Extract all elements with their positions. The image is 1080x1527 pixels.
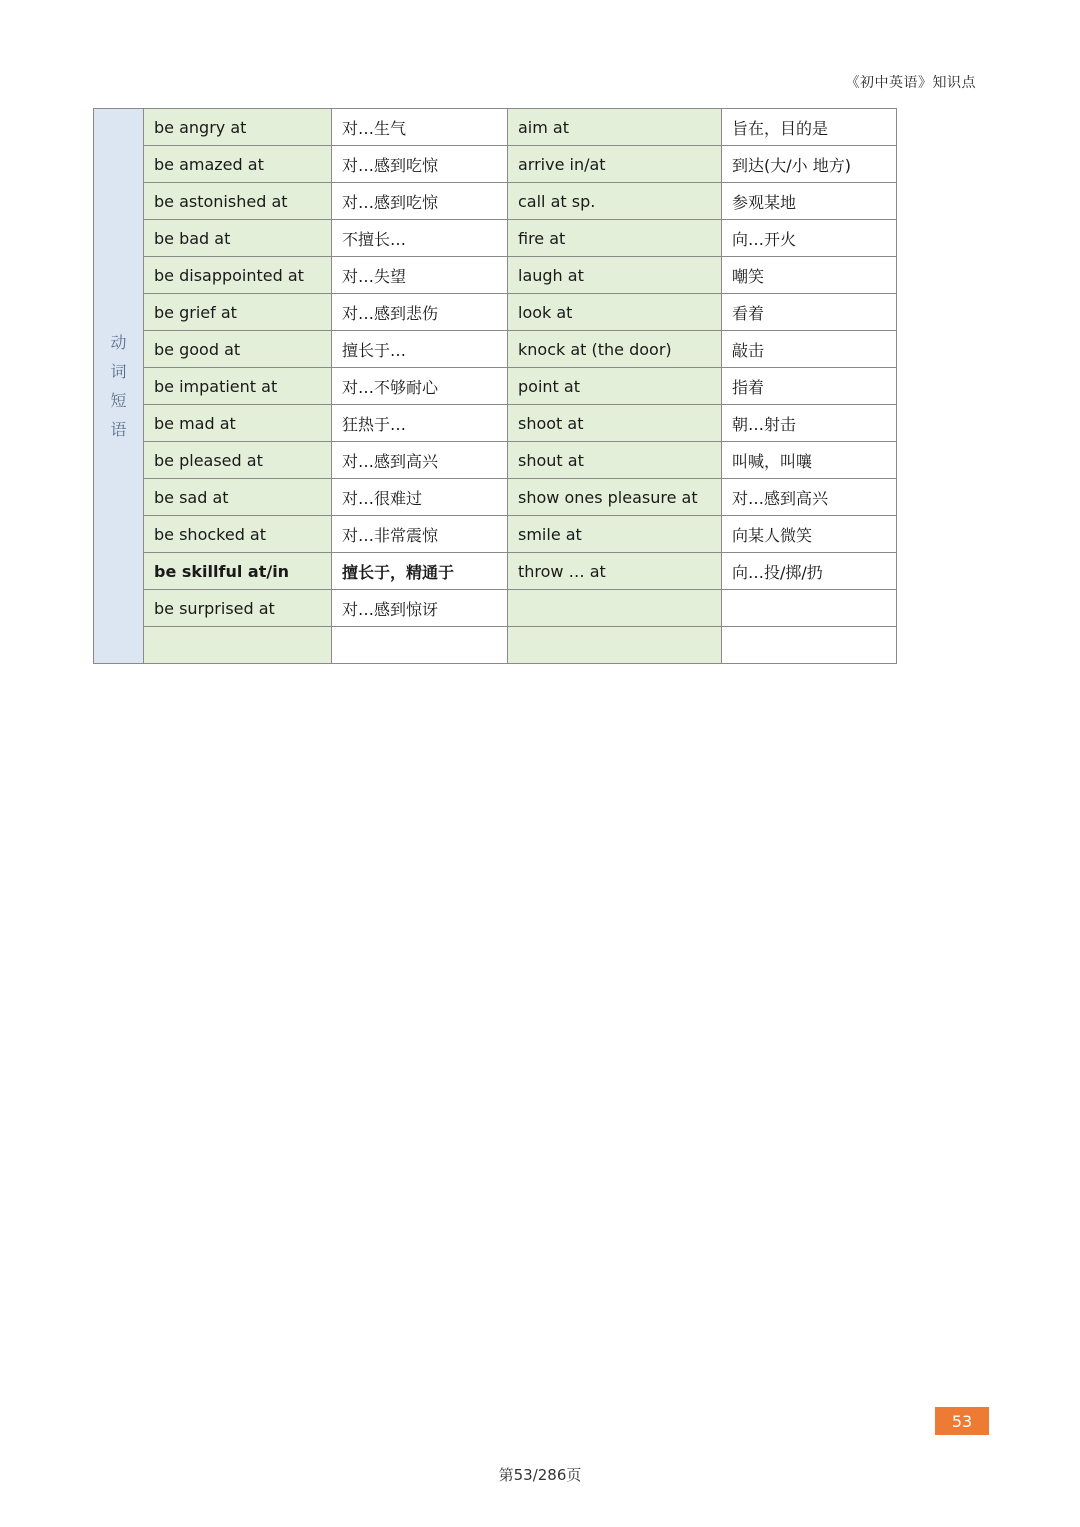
- phrase-en-col2: laugh at: [508, 257, 722, 294]
- meaning-zh-col1: 对…不够耐心: [332, 368, 508, 405]
- table-row: [94, 257, 897, 294]
- meaning-zh-col1: 对…感到吃惊: [332, 183, 508, 220]
- phrase-en-col1: be grief at: [144, 294, 332, 331]
- phrase-en-col2: look at: [508, 294, 722, 331]
- meaning-zh-col1: 对…感到悲伤: [332, 294, 508, 331]
- phrase-en-col1: be angry at: [144, 109, 332, 146]
- phrase-en-col2: point at: [508, 368, 722, 405]
- phrase-en-col1: be astonished at: [144, 183, 332, 220]
- meaning-zh-col1: 擅长于…: [332, 331, 508, 368]
- phrase-en-col1: be mad at: [144, 405, 332, 442]
- phrase-en-col1: be surprised at: [144, 590, 332, 627]
- meaning-zh-col2: 朝…射击: [722, 405, 897, 442]
- phrase-en-col1: be pleased at: [144, 442, 332, 479]
- table-row: [94, 109, 897, 146]
- table-row: [94, 442, 897, 479]
- table-row: [94, 553, 897, 590]
- table-row: [94, 368, 897, 405]
- meaning-zh-col2: 看着: [722, 294, 897, 331]
- meaning-zh-col2: 到达(大/小 地方): [722, 146, 897, 183]
- meaning-zh-col1: 对…感到惊讶: [332, 590, 508, 627]
- document-header-title: 《初中英语》知识点: [845, 75, 976, 91]
- meaning-zh-col1: 不擅长…: [332, 220, 508, 257]
- meaning-zh-col2: 叫喊，叫嚷: [722, 442, 897, 479]
- table-row: [94, 590, 897, 627]
- meaning-zh-col1: 对…非常震惊: [332, 516, 508, 553]
- meaning-zh-col2: 向…开火: [722, 220, 897, 257]
- table-row: [94, 405, 897, 442]
- phrase-en-col2: knock at (the door): [508, 331, 722, 368]
- phrase-en-col2: [508, 590, 722, 627]
- table-row: [94, 183, 897, 220]
- meaning-zh-col1: 对…生气: [332, 109, 508, 146]
- meaning-zh-col2: 敲击: [722, 331, 897, 368]
- phrase-en-col1: be good at: [144, 331, 332, 368]
- meaning-zh-col2: 向某人微笑: [722, 516, 897, 553]
- meaning-zh-col2: [722, 590, 897, 627]
- phrase-en-col2: arrive in/at: [508, 146, 722, 183]
- meaning-zh-col2: 对…感到高兴: [722, 479, 897, 516]
- phrase-en-col2: fire at: [508, 220, 722, 257]
- phrase-en-col1: be skillful at/in: [144, 553, 332, 590]
- phrase-en-col1: be shocked at: [144, 516, 332, 553]
- meaning-zh-col2: 向…投/掷/扔: [722, 553, 897, 590]
- footer-page-indicator: 第53/286页: [498, 1466, 582, 1484]
- meaning-zh-col2: 指着: [722, 368, 897, 405]
- table-row: [94, 627, 897, 664]
- phrase-en-col1: be disappointed at: [144, 257, 332, 294]
- phrase-en-col2: show ones pleasure at: [508, 479, 722, 516]
- meaning-zh-col1: [332, 627, 508, 664]
- table-row: [94, 146, 897, 183]
- table-row: [94, 516, 897, 553]
- table-row: [94, 294, 897, 331]
- phrase-en-col2: aim at: [508, 109, 722, 146]
- table-row: [94, 220, 897, 257]
- meaning-zh-col2: [722, 627, 897, 664]
- phrase-en-col2: smile at: [508, 516, 722, 553]
- verb-phrase-table: [93, 108, 897, 664]
- phrase-en-col2: shout at: [508, 442, 722, 479]
- phrase-en-col2: shoot at: [508, 405, 722, 442]
- meaning-zh-col1: 对…很难过: [332, 479, 508, 516]
- phrase-en-col1: be bad at: [144, 220, 332, 257]
- phrase-en-col1: be impatient at: [144, 368, 332, 405]
- table-row: [94, 479, 897, 516]
- meaning-zh-col1: 对…感到吃惊: [332, 146, 508, 183]
- meaning-zh-col1: 对…感到高兴: [332, 442, 508, 479]
- meaning-zh-col1: 狂热于…: [332, 405, 508, 442]
- phrase-en-col1: [144, 627, 332, 664]
- page-number-badge: 53: [935, 1407, 989, 1435]
- phrase-en-col2: [508, 627, 722, 664]
- phrase-en-col1: be amazed at: [144, 146, 332, 183]
- meaning-zh-col1: 擅长于，精通于: [332, 553, 508, 590]
- table-row: [94, 331, 897, 368]
- meaning-zh-col2: 嘲笑: [722, 257, 897, 294]
- meaning-zh-col2: 旨在，目的是: [722, 109, 897, 146]
- category-cell: [94, 109, 144, 664]
- phrase-en-col2: call at sp.: [508, 183, 722, 220]
- meaning-zh-col2: 参观某地: [722, 183, 897, 220]
- phrase-en-col2: throw … at: [508, 553, 722, 590]
- meaning-zh-col1: 对…失望: [332, 257, 508, 294]
- phrase-en-col1: be sad at: [144, 479, 332, 516]
- category-label: 动词短语: [110, 333, 127, 439]
